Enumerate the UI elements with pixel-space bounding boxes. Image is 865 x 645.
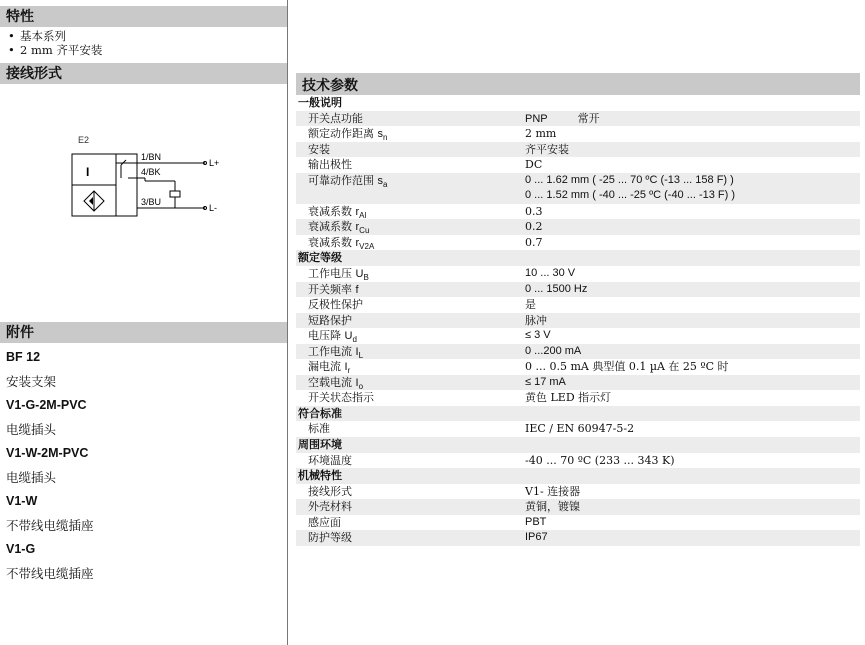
table-row: 安装 齐平安装 — [296, 142, 860, 158]
terminal-plus: L+ — [209, 158, 220, 168]
table-row: 反极性保护 是 — [308, 298, 536, 312]
table-row: 标准 IEC / EN 60947-5-2 — [308, 422, 635, 436]
table-row: 可靠动作范围 $s_a$ 0 ... 1.62 mm ( -25 ... 70 ºC (-13 ... 158 F) ) — [296, 173, 860, 189]
table-row: 工作电压 $U_B$ 10 ... 30 V — [308, 267, 576, 283]
table-row: 短路保护 脉冲 — [296, 313, 860, 329]
table-row: 电压降 $U_d$ ≤ 3 V — [308, 329, 551, 345]
sensor-symbol-icon — [84, 191, 104, 211]
accessory-desc: 不带线电缆插座 — [6, 566, 94, 581]
table-row: 额定动作距离 $s_n$ 2 mm — [308, 127, 557, 143]
table-row: 衰减系数 $r_{Al}$ 0.3 — [308, 204, 543, 221]
list-item: • 基本系列 — [8, 29, 287, 43]
table-row: 开关状态指示 黄色 LED 指示灯 — [308, 391, 612, 405]
table-row: 空载电流 $I_o$ ≤ 17 mA — [296, 375, 860, 391]
table-row: 漏电流 $I_r$ 0 ... 0.5 mA 典型值 0.1 µA 在 25 ºC 时 — [308, 360, 729, 376]
left-column — [0, 0, 287, 645]
sensor-i-symbol: I — [86, 165, 90, 179]
accessory-desc: 安装支架 — [6, 374, 57, 389]
accessory-part: V1-W — [6, 494, 38, 508]
accessory-part: BF 12 — [6, 350, 41, 364]
table-row: 防护等级 IP67 — [296, 530, 860, 546]
table-row: 输出极性 DC — [308, 158, 543, 172]
accessories-heading: 附件 — [0, 322, 287, 343]
section-standards: 符合标准 — [296, 406, 860, 422]
wire-label-3bu: 3/BU — [141, 197, 162, 207]
table-row: 衰减系数 $r_{V2A}$ 0.7 — [308, 235, 543, 252]
spec-table — [296, 73, 860, 546]
accessories-list — [0, 343, 287, 587]
list-item: • 2 mm 齐平安装 — [8, 43, 287, 57]
section-mechanical: 机械特性 — [296, 468, 860, 484]
spec-title: 技术参数 — [296, 73, 860, 95]
table-row: 0 ... 1.52 mm ( -40 ... -25 ºC (-40 ... -13 F) ) — [296, 188, 860, 204]
accessory-part: V1-G — [6, 542, 36, 556]
terminal-minus: L- — [209, 203, 218, 213]
table-row: 环境温度 -40 ... 70 ºC (233 ... 343 K) — [308, 453, 675, 467]
features-list — [0, 27, 287, 57]
table-row: 感应面 PBT — [308, 515, 547, 529]
wiring-diagram — [0, 129, 287, 249]
section-general: 一般说明 — [298, 96, 342, 109]
table-row: 开关频率 f 0 ... 1500 Hz — [296, 282, 860, 298]
section-ratings: 额定等级 — [296, 250, 860, 266]
table-row: 外壳材料 黄铜，镀镍 — [296, 499, 860, 515]
table-row: 开关点功能 PNP 常开 — [296, 111, 860, 127]
accessory-desc: 电缆插头 — [6, 470, 57, 485]
table-row: 衰减系数 $r_{Cu}$ 0.2 — [296, 219, 860, 235]
wire-label-1bn: 1/BN — [141, 152, 162, 162]
table-row: 接线形式 V1- 连接器 — [308, 484, 581, 498]
accessory-desc: 电缆插头 — [6, 422, 57, 437]
accessory-part: V1-W-2M-PVC — [6, 446, 89, 460]
wire-label-4bk: 4/BK — [141, 167, 161, 177]
section-environment: 周围环境 — [296, 437, 860, 453]
connection-heading: 接线形式 — [0, 63, 287, 84]
diagram-label-e2: E2 — [78, 135, 90, 145]
features-heading: 特性 — [0, 6, 287, 27]
column-divider — [287, 0, 288, 645]
table-row: 工作电流 $I_L$ 0 ...200 mA — [296, 344, 860, 360]
accessory-part: V1-G-2M-PVC — [6, 398, 87, 412]
accessory-desc: 不带线电缆插座 — [6, 518, 94, 533]
